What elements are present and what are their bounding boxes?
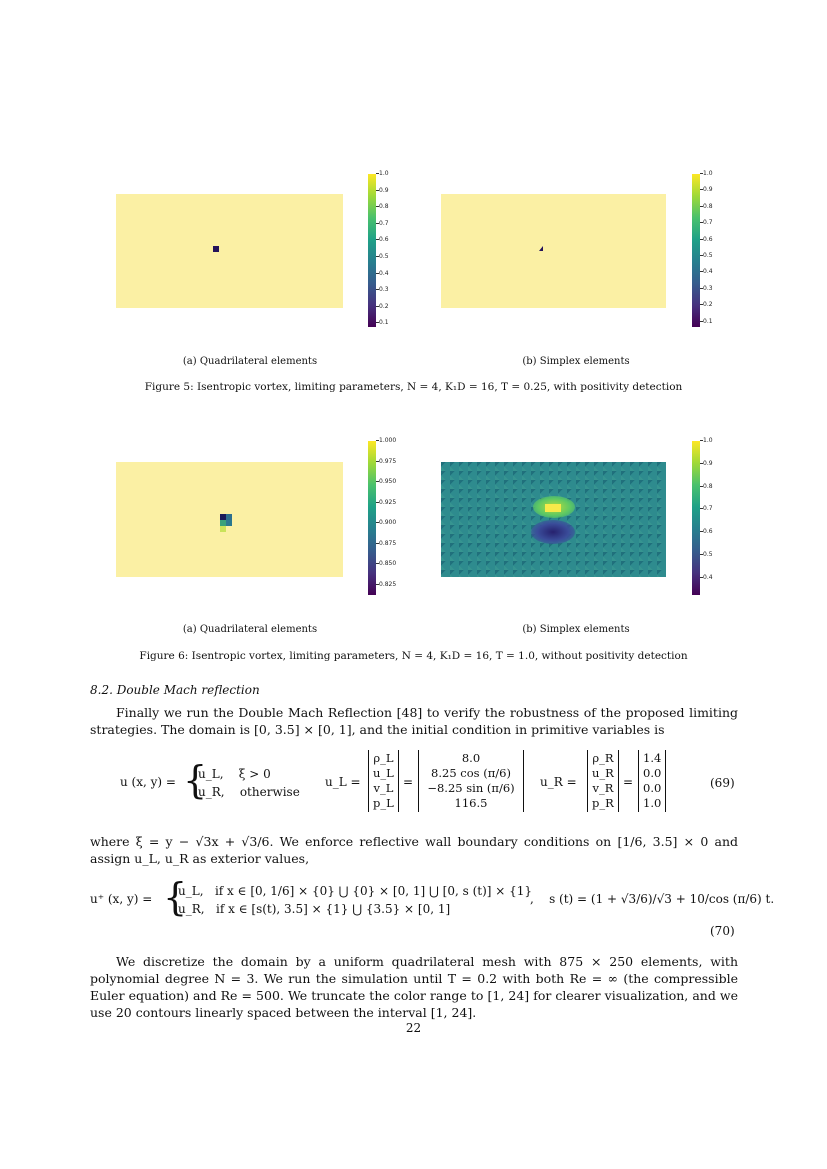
tick: 0.7 <box>703 505 713 513</box>
tick: 0.8 <box>703 202 713 210</box>
matrix-entry: v_R <box>592 781 614 795</box>
tick: 0.900 <box>379 519 397 526</box>
fig6a-colorbar-ticks <box>379 437 413 597</box>
matrix-entry: 0.0 <box>643 781 662 795</box>
matrix-entry: p_L <box>373 796 394 810</box>
tick: 0.9 <box>703 186 713 194</box>
tick: 0.6 <box>703 235 713 243</box>
eq69-uL-vars <box>368 750 399 812</box>
tick: 0.950 <box>379 478 397 485</box>
matrix-entry: −8.25 sin (π/6) <box>427 781 515 795</box>
fig5a-heatmap <box>116 194 343 308</box>
fig6b-colorbar-ticks <box>703 437 733 597</box>
equation-70 <box>90 875 775 930</box>
tick: 1.0 <box>703 170 713 177</box>
equation-70-number: (70) <box>710 924 735 938</box>
fig5b-caption: (b) Simplex elements <box>522 356 630 367</box>
tick: 1.000 <box>379 437 397 444</box>
matrix-entry: 116.5 <box>454 796 488 810</box>
tick: 0.4 <box>379 269 389 277</box>
eq69-uL-vals <box>418 750 524 812</box>
tick: 0.7 <box>703 219 713 227</box>
eq69-case-2: u_R, otherwise <box>198 785 300 799</box>
eq69-uR-vals <box>638 750 666 812</box>
equals-sign: = <box>623 775 634 789</box>
tick: 0.5 <box>703 551 713 558</box>
tick: 0.875 <box>379 539 397 547</box>
tick: 0.1 <box>703 317 713 325</box>
fig5b-colorbar-ticks <box>703 170 733 330</box>
matrix-entry: u_R <box>592 766 614 780</box>
fig6b-vortex-peak <box>545 504 561 512</box>
fig6a-caption: (a) Quadrilateral elements <box>182 624 318 635</box>
matrix-entry: ρ_L <box>373 751 394 765</box>
tick: 1.0 <box>703 437 713 444</box>
eq69-cases <box>198 765 300 801</box>
paragraph-intro: Finally we run the Double Mach Reflection [48] to verify the robustness of the proposed limiting strategies. The domain is [0, 3.5] × [0, 1], and the initial condition in primitive variables is <box>90 705 738 737</box>
tick: 0.4 <box>703 268 713 276</box>
tick: 0.5 <box>703 252 713 259</box>
eq70-lhs: u⁺ (x, y) = <box>90 892 153 906</box>
tick: 0.3 <box>703 284 713 292</box>
tick: 0.8 <box>379 203 389 211</box>
equals-sign: = <box>403 775 414 789</box>
fig6b-colorbar <box>692 441 700 595</box>
paragraph-discretization: We discretize the domain by a uniform quadrilateral mesh with 875 × 250 elements, with polynomial degree N = 3. We run the simulation until T = 0.2 with both Re = ∞ (the compressible Euler equation) and Re = 500. We truncate the color range to [1, 24] for clearer visualization, and we use 20 contours linearly spaced between the interval [1, 24]. <box>90 954 738 1020</box>
matrix-entry: 8.0 <box>461 751 481 765</box>
matrix-entry: 8.25 cos (π/6) <box>431 766 511 780</box>
fig6b-caption: (b) Simplex elements <box>522 624 630 635</box>
fig5b-colorbar <box>692 174 700 327</box>
eq69-uR-label: u_R = <box>540 775 577 789</box>
matrix-entry: ρ_R <box>592 751 614 765</box>
eq70-case-1: u_L, if x ∈ [0, 1/6] × {0} ⋃ {0} × [0, 1] ⋃ [0, s (t)] × {1} <box>178 884 533 898</box>
matrix-entry: 1.0 <box>643 796 662 810</box>
fig6a-cell <box>226 520 232 526</box>
tick: 0.2 <box>703 301 713 309</box>
tick: 0.850 <box>379 560 397 567</box>
fig5a-dark-cell <box>213 246 219 252</box>
fig6b-vortex-blue <box>531 520 575 544</box>
eq70-cases <box>178 882 532 918</box>
matrix-entry: 1.4 <box>643 751 662 765</box>
tick: 0.7 <box>379 219 389 227</box>
fig5b-dark-cell <box>539 246 543 251</box>
figure-6-caption: Figure 6: Isentropic vortex, limiting parameters, N = 4, K₁D = 16, T = 1.0, without positivity detection <box>139 650 688 662</box>
paragraph-boundary: where ξ = y − √3x + √3/6. We enforce reflective wall boundary conditions on [1/6, 3.5] × 0 and assign u_L, u_R as exterior values, <box>90 834 738 866</box>
tick: 0.1 <box>379 319 389 327</box>
matrix-entry: u_L <box>373 766 394 780</box>
eq70-case-2: u_R, if x ∈ [s(t), 3.5] × {1} ⋃ {3.5} × [0, 1] <box>178 902 451 916</box>
equation-69 <box>120 750 680 820</box>
tick: 0.2 <box>379 302 389 310</box>
fig5a-colorbar <box>368 174 376 327</box>
equation-69-number: (69) <box>710 776 735 790</box>
fig6a-colorbar <box>368 441 376 595</box>
tick: 0.6 <box>703 528 713 536</box>
tick: 0.9 <box>703 459 713 467</box>
tick: 0.925 <box>379 498 397 506</box>
tick: 0.9 <box>379 186 389 194</box>
eq69-case-1: u_L, ξ > 0 <box>198 767 271 781</box>
fig6b-heatmap <box>441 462 666 577</box>
eq69-brace: { <box>183 758 208 802</box>
figure-5-caption: Figure 5: Isentropic vortex, limiting parameters, N = 4, K₁D = 16, T = 0.25, with positivity detection <box>144 381 683 393</box>
matrix-entry: 0.0 <box>643 766 662 780</box>
tick: 0.825 <box>379 580 397 588</box>
tick: 0.975 <box>379 457 397 465</box>
section-heading: 8.2. Double Mach reflection <box>90 683 260 697</box>
tick: 0.4 <box>703 573 713 581</box>
eq69-uR-vars <box>587 750 619 812</box>
tick: 0.3 <box>379 286 389 294</box>
tick: 0.8 <box>703 482 713 490</box>
matrix-entry: p_R <box>592 796 614 810</box>
eq69-lhs: u (x, y) = <box>120 775 176 789</box>
eq69-uL-label: u_L = <box>325 775 361 789</box>
matrix-entry: v_L <box>373 781 394 795</box>
tick: 0.6 <box>379 236 389 244</box>
eq70-s-function: , s (t) = (1 + √3/6)/√3 + 10/cos (π/6) t. <box>530 892 775 906</box>
fig5a-colorbar-ticks <box>379 170 409 330</box>
fig6a-heatmap <box>116 462 343 577</box>
fig5b-heatmap <box>441 194 666 308</box>
fig6a-cell <box>220 526 226 532</box>
tick: 0.5 <box>379 253 389 260</box>
tick: 1.0 <box>379 170 389 177</box>
fig5a-caption: (a) Quadrilateral elements <box>182 356 318 367</box>
eq70-brace: { <box>163 875 188 919</box>
page-number: 22 <box>405 1021 422 1035</box>
